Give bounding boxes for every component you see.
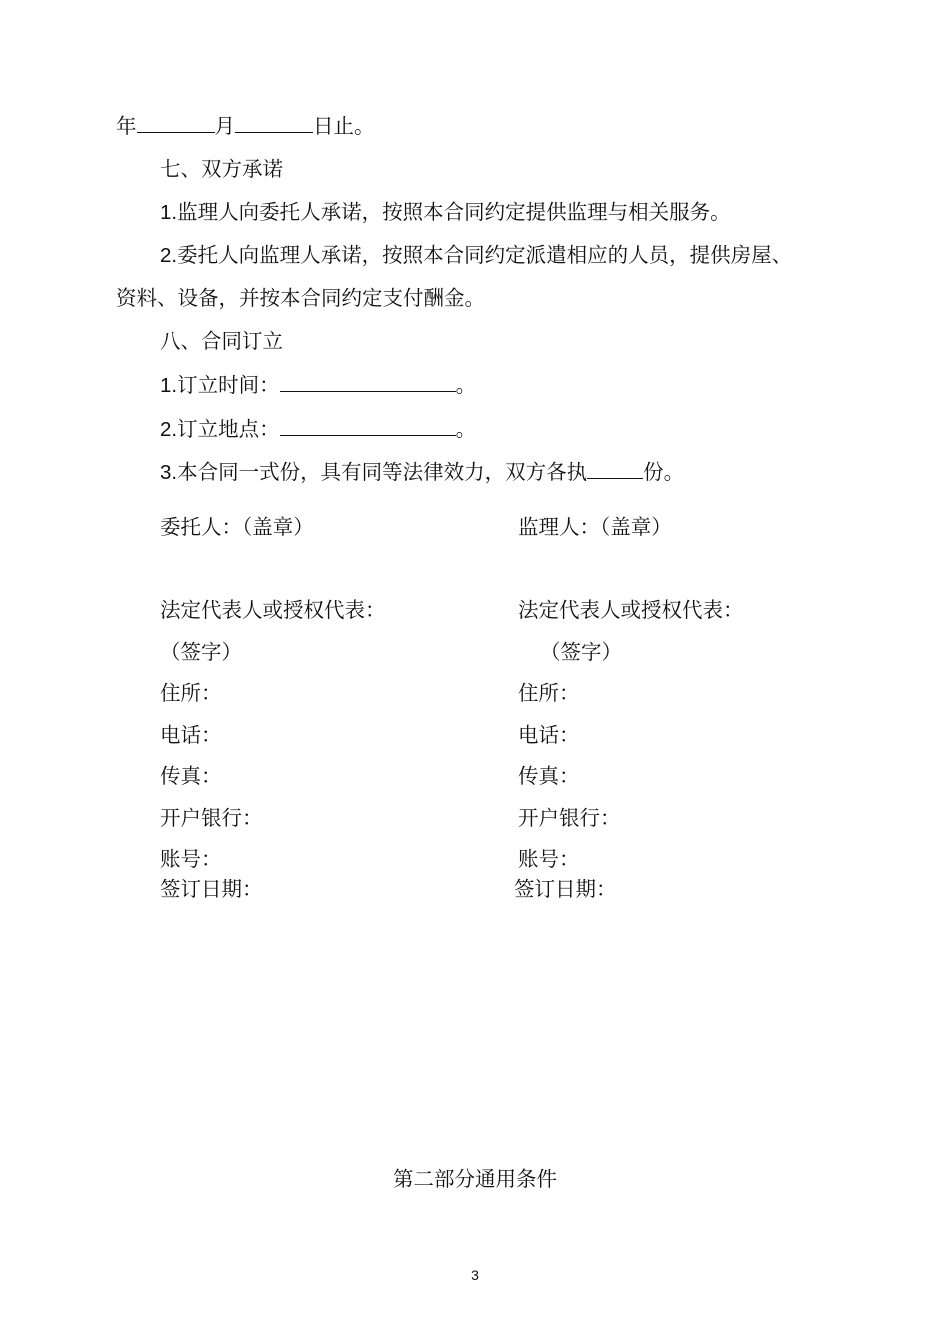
section8-item3 bbox=[160, 459, 684, 486]
client-account: 账号： bbox=[160, 847, 222, 871]
supervisor-sign-date: 签订日期： bbox=[514, 877, 617, 901]
client-sign: （签字） bbox=[160, 640, 242, 664]
month-blank bbox=[137, 113, 215, 133]
copies-blank bbox=[587, 459, 643, 479]
supervisor-bank: 开户银行： bbox=[518, 806, 621, 830]
part2-title: 第二部分通用条件 bbox=[393, 1167, 557, 1191]
supervisor-representative: 法定代表人或授权代表： bbox=[518, 598, 744, 622]
supervisor-account: 账号： bbox=[518, 847, 580, 871]
section8-item3-number: 3. bbox=[160, 461, 178, 484]
client-phone: 电话： bbox=[160, 723, 222, 747]
section7-heading: 七、双方承诺 bbox=[160, 157, 283, 181]
section7-item2-number: 2. bbox=[160, 244, 178, 267]
supervisor-party: 监理人：（盖章） bbox=[518, 515, 672, 539]
section8-item2-period: 。 bbox=[455, 417, 477, 441]
signing-place-blank bbox=[280, 416, 456, 436]
section7-item2-line2: 资料、设备，并按本合同约定支付酬金。 bbox=[116, 286, 485, 310]
section8-item1-period: 。 bbox=[455, 373, 477, 397]
section8-heading: 八、合同订立 bbox=[160, 329, 283, 353]
section8-item1-number: 1. bbox=[160, 374, 178, 397]
year-label: 年 bbox=[116, 114, 137, 138]
signing-place-label: 订立地点： bbox=[177, 417, 280, 441]
client-party: 委托人：（盖章） bbox=[160, 515, 314, 539]
client-sign-date: 签订日期： bbox=[160, 877, 263, 901]
section8-item3-text-a: 本合同一式份，具有同等法律效力，双方各执 bbox=[177, 460, 588, 484]
signing-time-label: 订立时间： bbox=[177, 373, 280, 397]
client-address: 住所： bbox=[160, 681, 222, 705]
supervisor-fax: 传真： bbox=[518, 764, 580, 788]
date-end-label: 日止。 bbox=[313, 114, 375, 138]
section7-item1-text: 监理人向委托人承诺，按照本合同约定提供监理与相关服务。 bbox=[177, 200, 731, 224]
section7-item2-line1 bbox=[160, 242, 792, 269]
page-number: 3 bbox=[471, 1267, 479, 1283]
client-fax: 传真： bbox=[160, 764, 222, 788]
section7-item1 bbox=[160, 199, 731, 226]
section8-item2-number: 2. bbox=[160, 418, 178, 441]
date-line bbox=[116, 113, 375, 139]
section7-item2-text-a: 委托人向监理人承诺，按照本合同约定派遣相应的人员，提供房屋、 bbox=[177, 243, 793, 267]
supervisor-sign: （签字） bbox=[540, 640, 622, 664]
section8-item3-text-b: 份。 bbox=[643, 460, 685, 484]
section7-item1-number: 1. bbox=[160, 201, 178, 224]
section8-item2 bbox=[160, 416, 476, 443]
month-label: 月 bbox=[214, 114, 235, 138]
signing-time-blank bbox=[280, 372, 456, 392]
supervisor-address: 住所： bbox=[518, 681, 580, 705]
client-bank: 开户银行： bbox=[160, 806, 263, 830]
section8-item1 bbox=[160, 372, 476, 399]
day-blank bbox=[235, 113, 313, 133]
supervisor-phone: 电话： bbox=[518, 723, 580, 747]
client-representative: 法定代表人或授权代表： bbox=[160, 598, 386, 622]
